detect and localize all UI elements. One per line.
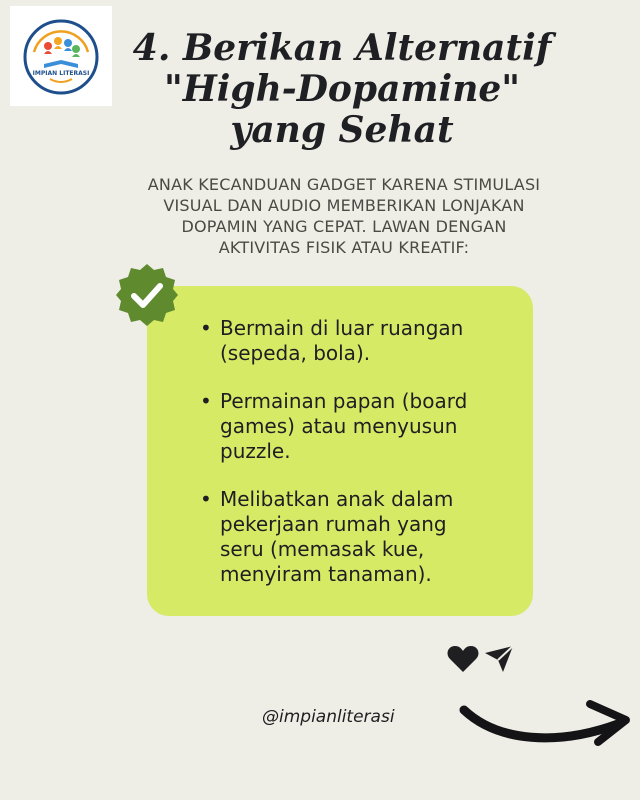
- intro-line: ANAK KECANDUAN GADGET KARENA STIMULASI: [147, 175, 541, 194]
- list-item-line: (sepeda, bola).: [220, 341, 371, 365]
- list-item: [200, 389, 520, 464]
- check-badge: [114, 262, 180, 328]
- list-item: [200, 487, 520, 587]
- logo-text: IMPIAN LITERASI: [32, 70, 90, 77]
- title-line: "High-Dopamine": [163, 68, 521, 110]
- bullet: •: [200, 316, 212, 340]
- list-item-line: Bermain di luar ruangan: [220, 316, 464, 340]
- title-line: yang Sehat: [230, 109, 454, 151]
- list-item-line: Permainan papan (board: [220, 389, 468, 413]
- list-item-line: puzzle.: [220, 439, 291, 463]
- list-item-line: pekerjaan rumah yang: [220, 512, 447, 536]
- list-item-line: Melibatkan anak dalam: [220, 487, 454, 511]
- intro-line: AKTIVITAS FISIK ATAU KREATIF:: [218, 238, 470, 257]
- arrow-right-icon: [458, 690, 634, 760]
- intro-line: DOPAMIN YANG CEPAT. LAWAN DENGAN: [181, 217, 507, 236]
- bullet: •: [200, 487, 212, 511]
- bullet: •: [200, 389, 212, 413]
- activity-list: [200, 316, 520, 610]
- account-handle[interactable]: @impianliterasi: [262, 707, 395, 727]
- share-button[interactable]: [484, 645, 514, 678]
- heart-icon: [447, 645, 479, 673]
- page-title: [112, 28, 572, 151]
- intro-text: [94, 174, 594, 258]
- list-item-line: menyiram tanaman).: [220, 562, 432, 586]
- check-icon: [114, 262, 180, 328]
- list-item-line: games) atau menyusun: [220, 414, 458, 438]
- logo-emblem: [10, 6, 112, 106]
- list-item-line: seru (memasak kue,: [220, 537, 425, 561]
- next-arrow[interactable]: [458, 690, 634, 765]
- list-item: [200, 316, 520, 366]
- intro-line: VISUAL DAN AUDIO MEMBERIKAN LONJAKAN: [163, 196, 525, 215]
- like-button[interactable]: [447, 645, 479, 678]
- logo: [10, 6, 112, 106]
- title-line: 4. Berikan Alternatif: [132, 27, 552, 69]
- send-icon: [484, 645, 514, 673]
